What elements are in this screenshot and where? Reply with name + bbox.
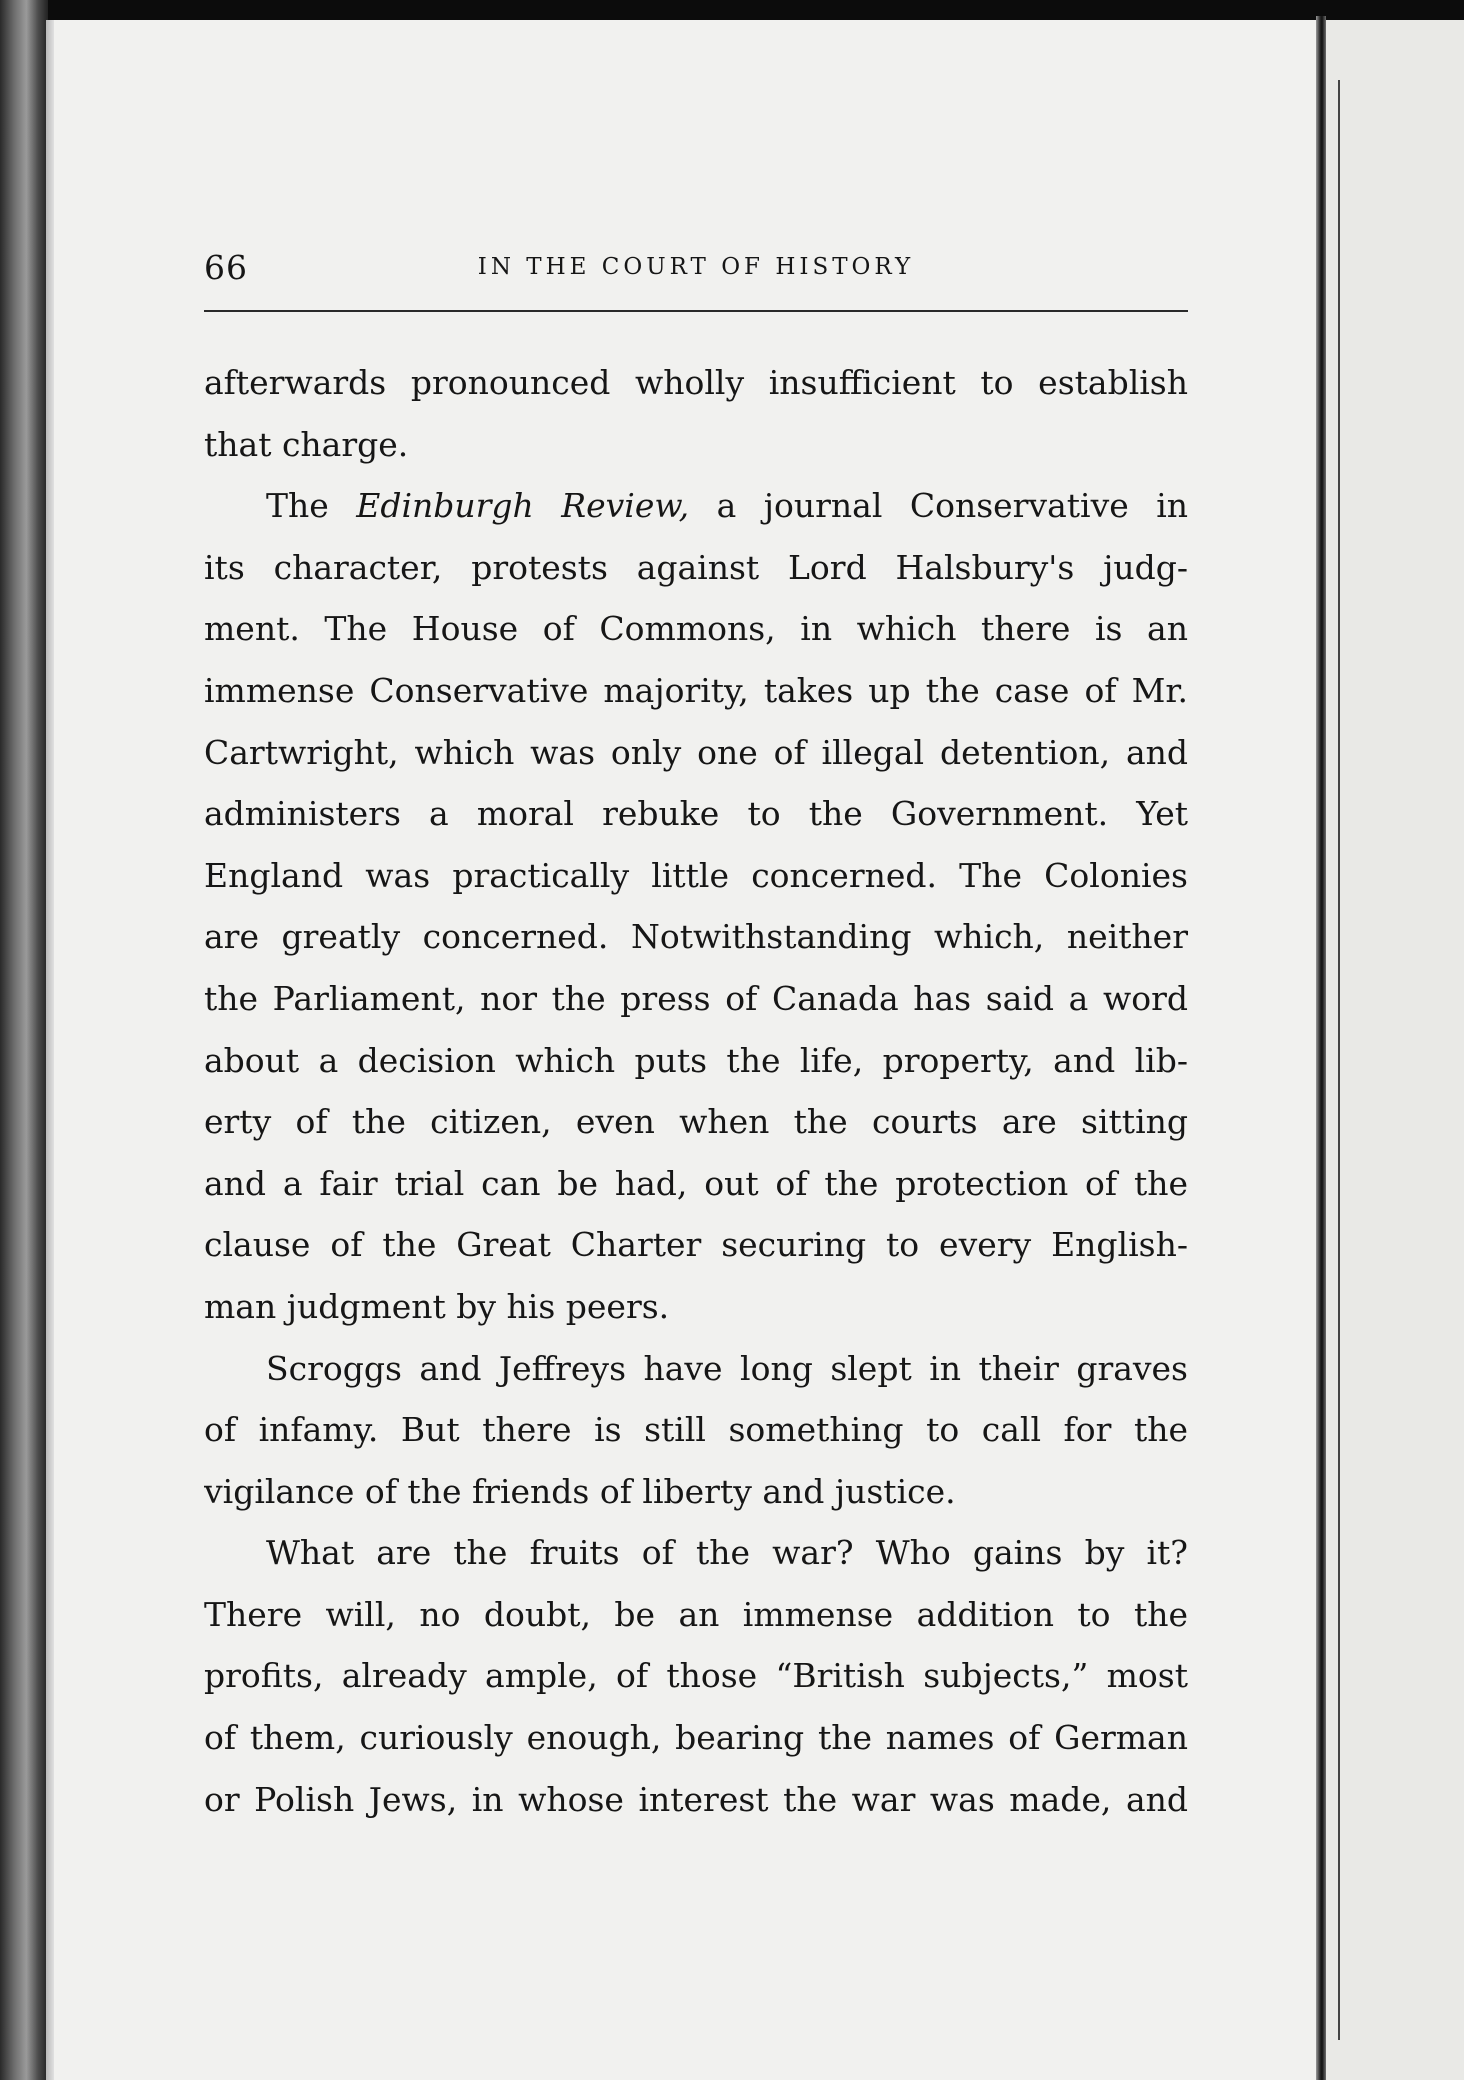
page-gutter — [1316, 16, 1326, 2080]
text-line: profits, already ample, of those “British subjects,” most — [204, 1656, 1188, 1696]
page-number: 66 — [204, 248, 248, 287]
book-binding — [0, 0, 48, 2080]
text-line: are greatly concerned. Notwithstanding which, neither — [204, 917, 1188, 957]
text-line: Scroggs and Jeffreys have long slept in their graves — [266, 1348, 1188, 1388]
text-line: immense Conservative majority, takes up the case of Mr. — [204, 670, 1188, 710]
text-line: its character, protests against Lord Halsbury's judg- — [204, 547, 1188, 587]
text-line: about a decision which puts the life, property, and lib- — [204, 1040, 1188, 1080]
text-line: What are the fruits of the war? Who gains by it? — [266, 1533, 1188, 1573]
text-line: vigilance of the friends of liberty and justice. — [204, 1471, 956, 1511]
text-line: The Edinburgh Review, a journal Conservative in — [266, 486, 1188, 526]
page-header — [204, 248, 1188, 288]
text-line: that charge. — [204, 424, 409, 464]
facing-page-line — [1338, 80, 1340, 2040]
text-line: of them, curiously enough, bearing the names of German — [204, 1718, 1188, 1758]
text-line: man judgment by his peers. — [204, 1286, 670, 1326]
facing-page-edge — [1326, 20, 1464, 2080]
body-text — [204, 352, 1188, 1830]
text-line: afterwards pronounced wholly insufficient to establish — [204, 363, 1188, 402]
text-line: and a fair trial can be had, out of the protection of the — [204, 1163, 1188, 1203]
text-line: England was practically little concerned. The Colonies — [204, 855, 1188, 895]
running-head: IN THE COURT OF HISTORY — [477, 254, 915, 280]
text-line: Cartwright, which was only one of illegal detention, and — [204, 732, 1188, 772]
text-line: There will, no doubt, be an immense addition to the — [204, 1594, 1188, 1634]
scan-top-band — [0, 0, 1464, 20]
text-line: clause of the Great Charter securing to every English- — [204, 1225, 1188, 1265]
header-rule — [204, 310, 1188, 312]
publication-title: Edinburgh Review, — [356, 486, 690, 526]
text-line: the Parliament, nor the press of Canada has said a word — [204, 978, 1188, 1018]
text-line: of infamy. But there is still something to call for the — [204, 1410, 1188, 1450]
text-line: erty of the citizen, even when the courts are sitting — [204, 1102, 1188, 1142]
text-line: administers a moral rebuke to the Government. Yet — [204, 794, 1188, 834]
text-line: or Polish Jews, in whose interest the war was made, and — [204, 1779, 1188, 1819]
text-line: ment. The House of Commons, in which there is an — [204, 609, 1188, 649]
